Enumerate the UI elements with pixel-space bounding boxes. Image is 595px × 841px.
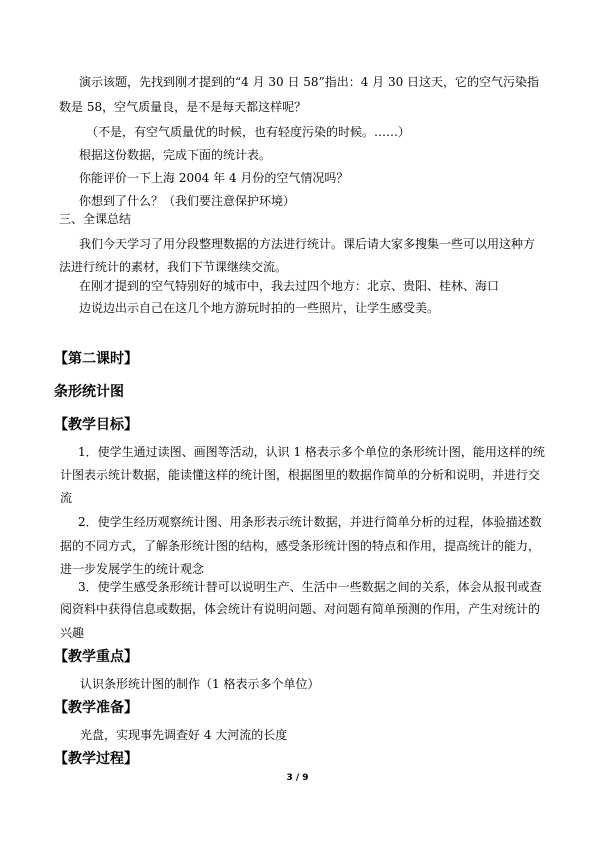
goal-2-line-2: 据的不同方式，了解条形统计图的结构，感受条形统计图的特点和作用，提高统计的能力，	[60, 539, 541, 553]
summary-line-4: 边说边出示自己在这几个地方游玩时拍的一些照片，让学生感受美。	[79, 301, 440, 315]
intro-line-1: 演示该题，先找到刚才提到的“4 月 30 日 58”指出：4 月 30 日这天，它的空气污染指	[79, 75, 540, 89]
period-heading: 【第二课时】	[54, 351, 138, 367]
lesson-title: 条形统计图	[54, 384, 124, 400]
summary-line-3: 在刚才提到的空气特别好的城市中，我去过四个地方：北京、贵阳、桂林、海口	[79, 279, 500, 293]
goal-1-line-2: 计图表示统计数据，能读懂这样的统计图，根据图里的数据作简单的分析和说明，并进行交	[60, 468, 541, 482]
intro-line-4: 根据这份数据，完成下面的统计表。	[79, 148, 272, 162]
summary-line-2: 法进行统计的素材，我们下节课继续交流。	[59, 260, 288, 274]
goal-3-line-3: 兴趣	[60, 626, 85, 640]
summary-line-1: 我们今天学习了用分段整理数据的方法进行统计。课后请大家多搜集一些可以用这种方	[79, 237, 536, 251]
goal-1-line-1: 1．使学生通过读图、画图等活动，认识 1 格表示多个单位的条形统计图，能用这样的统	[78, 445, 545, 459]
preparation-text: 光盘，实现事先调查好 4 大河流的长度	[80, 728, 288, 742]
goal-3-line-2: 阅资料中获得信息或数据，体会统计有说明问题、对问题有简单预测的作用，产生对统计的	[60, 602, 541, 616]
goal-3-line-1: 3．使学生感受条形统计替可以说明生产、生活中一些数据之间的关系，体会从报刊或查	[78, 580, 542, 594]
goal-2-line-1: 2．使学生经历观察统计图、用条形表示统计数据，并进行简单分析的过程，体验描述数	[78, 515, 542, 529]
preparation-heading: 【教学准备】	[54, 700, 138, 716]
process-heading: 【教学过程】	[54, 751, 138, 767]
page-number: 3 / 9	[286, 773, 309, 783]
goals-heading: 【教学目标】	[54, 417, 138, 433]
intro-line-2: 数是 58，空气质量良，是不是每天都这样呢？	[59, 100, 307, 114]
intro-line-3: （不是，有空气质量优的时候，也有轻度污染的时候。……）	[86, 125, 411, 139]
key-points-heading: 【教学重点】	[54, 649, 138, 665]
intro-line-6: 你想到了什么？（我们要注意保护环境）	[79, 194, 296, 208]
goal-2-line-3: 进一步发展学生的统计观念	[60, 562, 205, 576]
key-points-text: 认识条形统计图的制作（1 格表示多个单位）	[80, 677, 320, 691]
intro-line-5: 你能评价一下上海 2004 年 4 月份的空气情况吗？	[79, 171, 349, 185]
goal-1-line-3: 流	[60, 491, 73, 505]
summary-title: 三、全课总结	[59, 212, 132, 226]
